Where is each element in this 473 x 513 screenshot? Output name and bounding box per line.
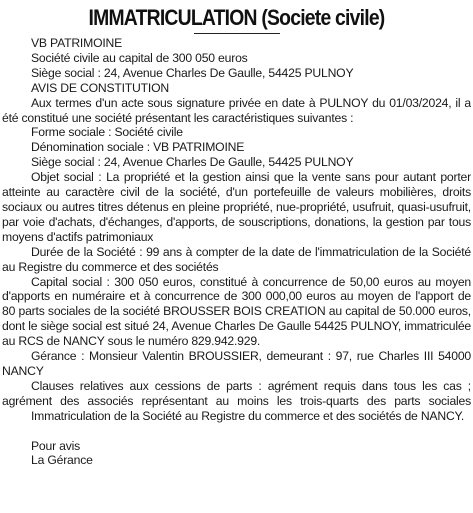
- paragraph-constitution-line-2: été constitué une société présentant les caractéristiques suivantes :: [2, 110, 354, 125]
- paragraph-purpose-line-2: atteinte au caractère civil de la société, d'un portefeuille de valeurs mobilières, droits: [2, 185, 471, 200]
- paragraph-duration-line-2: au Registre du commerce et des sociétés: [2, 259, 219, 274]
- paragraph-management-line-2: NANCY: [2, 363, 44, 378]
- legal-form-line: Forme sociale : Société civile: [31, 125, 183, 140]
- company-address-line: Siège social : 24, Avenue Charles De Gaulle, 54425 PULNOY: [31, 65, 354, 80]
- notice-subtitle: AVIS DE CONSTITUTION: [31, 80, 169, 95]
- company-denomination-line: Dénomination sociale : VB PATRIMOINE: [31, 140, 245, 155]
- registration-line: Immatriculation de la Société au Registre du commerce et des sociétés de NANCY.: [31, 408, 465, 423]
- paragraph-purpose-line-5: moyens d'actifs patrimoniaux: [2, 229, 154, 244]
- paragraph-constitution-line-1: Aux termes d'un acte sous signature privée en date à PULNOY du 01/03/2024, il a: [31, 95, 471, 110]
- paragraph-capital-line-5: au RCS de NANCY sous le numéro 829.942.929.: [2, 334, 261, 349]
- paragraph-capital-line-1: Capital social : 300 050 euros, constitué à concurrence de 50,00 euros au moyen: [31, 274, 471, 289]
- paragraph-capital-line-2: d'apports en numéraire et à concurrence de 300 000,00 euros au moyen de l'apport de: [2, 289, 471, 304]
- closing-pour-avis: Pour avis: [31, 438, 81, 453]
- notice-title: IMMATRICULATION (Societe civile): [88, 5, 385, 30]
- paragraph-purpose-line-1: Objet social : La propriété et la gestion ainsi que la vente sans pour autant porter: [31, 170, 471, 185]
- company-name-line: VB PATRIMOINE: [31, 36, 123, 50]
- paragraph-clauses-line-2: agrément des associés représentant au moins les trois-quarts des parts sociales: [2, 393, 471, 408]
- notice-body: [2, 36, 471, 468]
- paragraph-clauses-line-1: Clauses relatives aux cessions de parts : agrément requis dans tous les cas ;: [31, 378, 471, 393]
- paragraph-purpose-line-4: par voie d'achats, d'échanges, d'apports, de souscriptions, donations, la gestion par tous: [2, 214, 471, 229]
- paragraph-purpose-line-3: sociaux ou autres titres détenus en pleine propriété, nue-propriété, usufruit, quasi-usufruit,: [2, 199, 471, 214]
- paragraph-capital-line-3: 80 parts sociales de la société BROUSSER BOIS CREATION au capital de 50.000 euros,: [2, 304, 471, 319]
- paragraph-management-line-1: Gérance : Monsieur Valentin BROUSSIER, demeurant : 97, rue Charles III 54000: [31, 349, 471, 364]
- paragraph-duration-line-1: Durée de la Société : 99 ans à compter de la date de l'immatriculation de la Société: [31, 244, 471, 259]
- registered-office-line: Siège social : 24, Avenue Charles De Gaulle, 54425 PULNOY: [31, 155, 354, 170]
- closing-signature: La Gérance: [31, 453, 93, 468]
- company-capital-line: Société civile au capital de 300 050 euros: [31, 50, 248, 65]
- spacer: [2, 424, 471, 439]
- paragraph-capital-line-4: dont le siège social est situé 24, Avenue Charles De Gaulle 54425 PULNOY, immatriculée: [2, 319, 471, 334]
- title-divider: [194, 33, 280, 34]
